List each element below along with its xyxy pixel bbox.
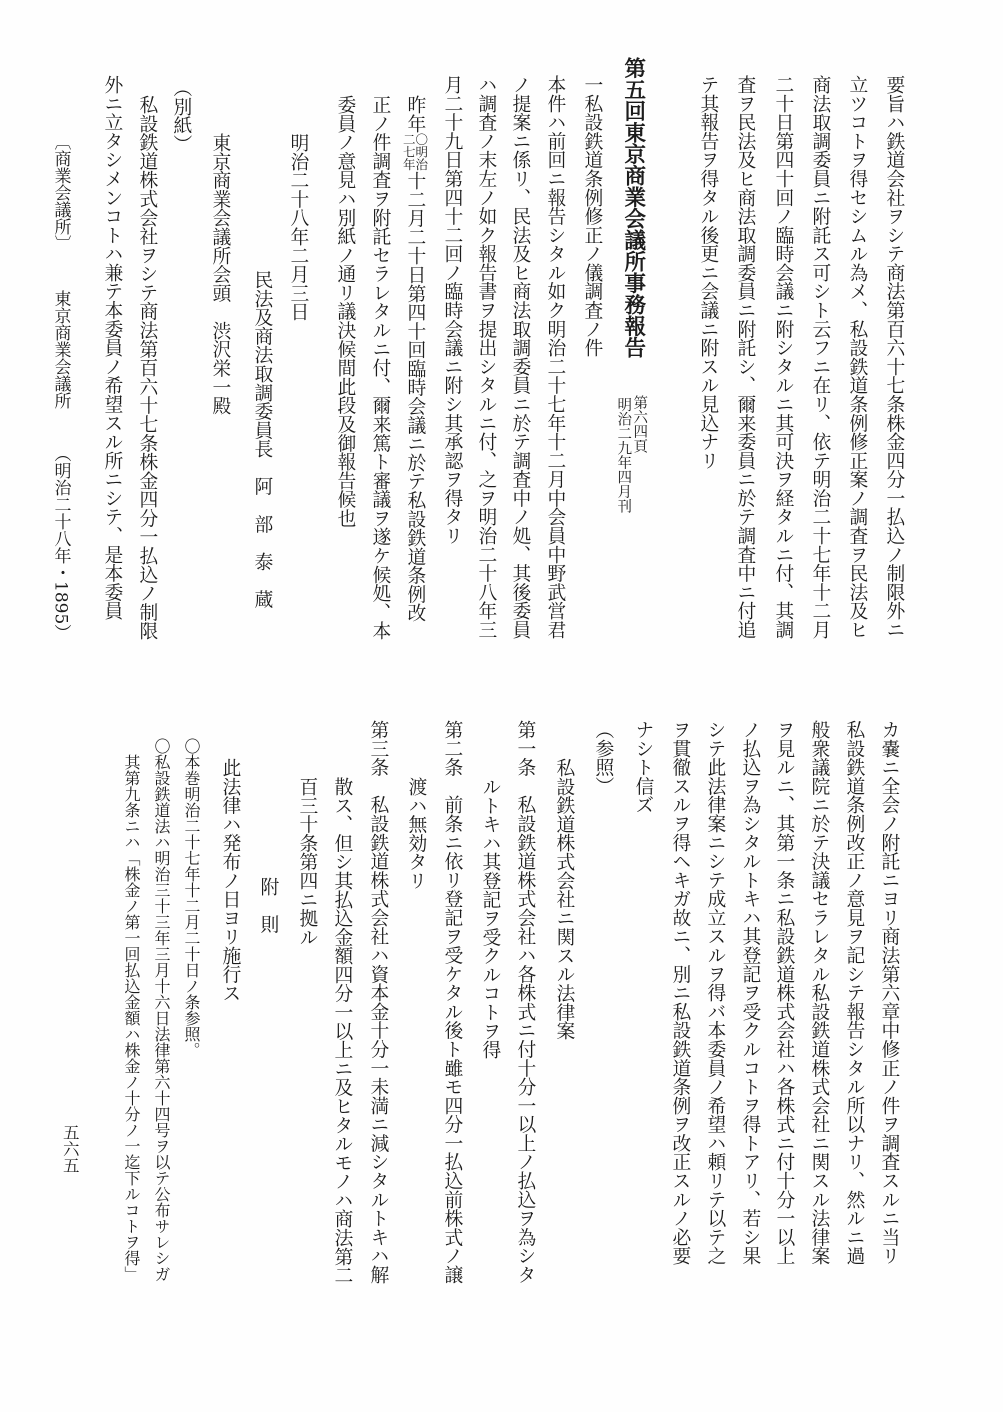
article-line: 第二条 前条ニ依リ登記ヲ受ケタル後ト雖モ四分一払込前株式ノ譲 [441, 720, 463, 1284]
item-line: ノ提案ニ係リ、民法及ヒ商法取調委員ニ於テ調査中ノ処、其後委員 [509, 75, 531, 639]
letter-line: 委員ノ意見ハ別紙ノ通リ議決候間此段及御報告候也 [334, 95, 356, 528]
continuation-line: ナシト信ズ [632, 720, 654, 814]
intro-line: 査ヲ民法及ヒ商法取調委員ニ附託シ、爾来委員ニ於テ調査中ニ付追 [734, 75, 756, 639]
letter-recipient: 東京商業会議所会頭 渋沢栄一殿 [209, 133, 231, 415]
article-line: 第一条 私設鉄道株式会社ハ各株式ニ付十分一以上ノ払込ヲ為シタ [514, 720, 536, 1284]
letter-line: 十二月二十日第四十回臨時会議ニ於テ私設鉄道条例改 [404, 171, 426, 622]
intro-line: 商法取調委員ニ附託ス可シト云フニ在リ、依テ明治二十七年十二月 [809, 75, 831, 639]
continuation-line: ノ払込ヲ為シタルトキハ其登記ヲ受クルコトヲ得トアリ、若シ果 [739, 720, 761, 1265]
editor-note: 其第九条ニハ「株金ノ第一回払込金額ハ株金ノ十分ノ一迄下ルコトヲ得」 [122, 754, 141, 1282]
source-note-date: 明治二九年四月刊 [615, 397, 632, 513]
item-line: 本件ハ前回ニ報告シタル如ク明治二十七年十二月中会員中野武営君 [544, 75, 566, 639]
report-title: 第五回東京商業会議所事務報告 [620, 57, 646, 358]
continuation-line: ヲ貫徹スルヲ得ヘキガ故ニ、別ニ私設鉄道条例ヲ改正スルノ必要 [669, 720, 691, 1265]
supplementary-text: 此法律ハ発布ノ日ヨリ施行ス [219, 758, 241, 1003]
source-note-page: 第六四頁 [631, 395, 648, 453]
running-footer-source: 東京商業会議所 [50, 290, 71, 409]
article-line: 第三条 私設鉄道株式会社ハ資本金十分一未満ニ減シタルトキハ解 [367, 720, 389, 1284]
article-line: 渡ハ無効タリ [405, 777, 427, 890]
editor-note: 〇本巻明治二十七年十二月二十日ノ条参照。 [182, 738, 201, 1058]
bill-title: 私設鉄道株式会社ニ関スル法律案 [553, 758, 575, 1040]
letter-date: 明治二十八年二月三日 [287, 133, 309, 321]
item-line: ハ調査ノ末左ノ如ク報告書ヲ提出シタルニ付、之ヲ明治二十八年三 [475, 75, 497, 639]
item-line: 月二十九日第四十二回ノ臨時会議ニ附シ其承認ヲ得タリ [441, 75, 463, 545]
page-number: 五六五 [60, 1124, 80, 1174]
letter-inline-note: 〇明治 [413, 133, 429, 171]
continuation-line: カ嚢ニ全会ノ附託ニヨリ商法第六章中修正ノ件ヲ調査スルニ当リ [878, 720, 900, 1265]
continuation-line: 般衆議院ニ於テ決議セラレタル私設鉄道株式会社ニ関スル法律案 [808, 720, 830, 1265]
article-line: ルトキハ其登記ヲ受クルコトヲ得 [479, 777, 501, 1059]
editor-note: 〇私設鉄道法ハ明治三十三年三月十六日法律第六十四号ヲ以テ公布サレシガ [152, 738, 171, 1282]
intro-line: 二十日第四十回ノ臨時会議ニ附シタルニ其可決ヲ経タルニ付、其調 [772, 75, 794, 639]
letter-inline-note: 二七年 [401, 133, 417, 171]
continuation-line: ヲ見ルニ、其第一条ニ私設鉄道株式会社ハ各株式ニ付十分一以上 [773, 720, 795, 1265]
running-footer-period: （明治二十八年・1895） [50, 445, 71, 642]
intro-line: 要旨ハ鉄道会社ヲシテ商法第百六十七条株金四分一払込ノ制限外ニ [883, 75, 905, 639]
supplementary-heading: 附 則 [257, 877, 279, 934]
item-heading: 一私設鉄道条例修正ノ儀調査ノ件 [581, 75, 603, 357]
attachment-line: 私設鉄道株式会社ヲシテ商法第百六十七条株金四分一払込ノ制限 [136, 95, 158, 640]
article-line: 百三十条第四ニ拠ル [296, 777, 318, 947]
intro-line: テ其報告ヲ得タル後更ニ会議ニ附スル見込ナリ [697, 75, 719, 470]
attachment-label: （別紙） [170, 78, 192, 154]
letter-sender: 民法及商法取調委員長 阿 部 泰 蔵 [251, 270, 273, 609]
attachment-line: 外ニ立タシメンコトハ兼テ本委員ノ希望スル所ニシテ、是本委員 [101, 75, 123, 620]
letter-line: 正ノ件調査ヲ附託セラレタルニ付、爾来篤ト審議ヲ遂ケ候処、本 [369, 95, 391, 640]
reference-label: （参照） [592, 720, 614, 796]
intro-line: 立ツコトヲ得セシムル為メ、私設鉄道条例修正案ノ調査ヲ民法及ヒ [846, 75, 868, 639]
article-line: 散ス、但シ其払込金額四分一以上ニ及ヒタルモノハ商法第二 [331, 777, 353, 1285]
continuation-line: 私設鉄道条例改正ノ意見ヲ記シテ報告シタル所以ナリ、然ルニ過 [843, 720, 865, 1265]
continuation-line: シテ此法律案ニシテ成立スルヲ得バ本委員ノ希望ハ頼リテ以テ之 [704, 720, 726, 1265]
letter-opening: 昨年 [404, 95, 426, 133]
running-footer-category: 〔商業会議所〕 [50, 133, 71, 252]
